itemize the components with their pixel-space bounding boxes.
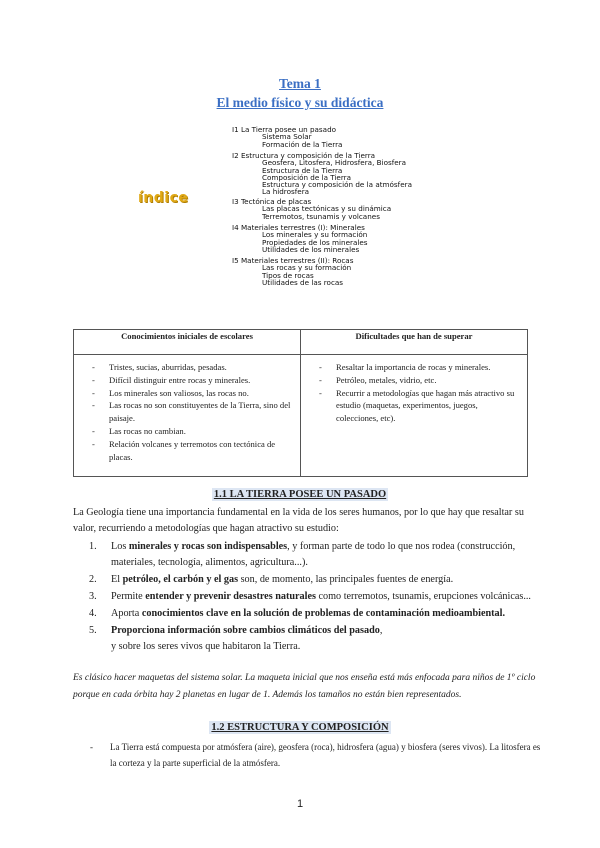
list-item: 3. Permite entender y prevenir desastres naturales como terremotos, tsunamis, erupciones volcánicas...	[89, 591, 531, 602]
index-section: I3 Tectónica de placas Las placas tectónicas y su dinámica Terremotos, tsunamis y volcanes	[232, 197, 392, 221]
list-item: - Los minerales son valiosos, las rocas no.	[84, 387, 292, 400]
index-section: I4 Materiales terrestres (I): Minerales Los minerales y su formación Propiedades de los minerales Utilidades de los minerales	[232, 223, 368, 254]
list-item: - Resaltar la importancia de rocas y minerales.	[311, 361, 519, 374]
index-section: I1 La Tierra posee un pasado Sistema Solar Formación de la Tierra	[232, 125, 343, 149]
doc-title-line1: Tema 1	[279, 76, 321, 91]
knowledge-table	[73, 329, 528, 477]
list-item: - Relación volcanes y terremotos con tectónica de placas.	[84, 438, 292, 464]
section-heading: 1.2 ESTRUCTURA Y COMPOSICIÓN	[211, 722, 389, 733]
index-section: I2 Estructura y composición de la Tierra Geosfera, Litosfera, Hidrosfera, Biosfera Estructura de la Tierra Composición de la Tierra Estructura y composición de la atmósfera La hidrosfera	[232, 151, 412, 197]
section-heading: 1.1 LA TIERRA POSEE UN PASADO	[213, 489, 387, 500]
reasons-list	[73, 539, 543, 656]
index-section: I5 Materiales terrestres (II): Rocas Las rocas y su formación Tipos de rocas Utilidades de las rocas	[232, 256, 354, 287]
table-cell	[74, 355, 301, 477]
list-item: - Difícil distinguir entre rocas y minerales.	[84, 374, 292, 387]
list-item: 4. Aporta conocimientos clave en la solución de problemas de contaminación medioambiental.	[89, 608, 506, 619]
list-item: - La Tierra está compuesta por atmósfera (aire), geosfera (roca), hidrosfera (agua) y biosfera (seres vivos). La litosfera es la corteza y la parte superficial de la atmósfera.	[90, 742, 541, 768]
list-item: - Tristes, sucias, aburridas, pesadas.	[84, 361, 292, 374]
note-paragraph: Es clásico hacer maquetas del sistema solar. La maqueta inicial que nos enseña está más enfocada para niños de 1º ciclo porque en cada órbita hay 2 planetas en lugar de 1. Además los tamaños no están bien representados.	[73, 673, 536, 700]
list-item: - Recurrir a metodologías que hagan más atractivo su estudio (maquetas, experimentos, juegos, colecciones, etc).	[311, 387, 519, 425]
page-number: 1	[296, 798, 304, 810]
list-item: 2. El petróleo, el carbón y el gas son, de momento, las principales fuentes de energía.	[89, 574, 454, 585]
list-item: 5. Proporciona información sobre cambios climáticos del pasado, y sobre los seres vivos que habitaron la Tierra.	[89, 625, 383, 652]
section-intro: La Geología tiene una importancia fundamental en la vida de los seres humanos, por lo que hay que resaltar su valor, recurriendo a metodologías que hagan atractivo su estudio:	[73, 507, 524, 534]
index-label: índice	[138, 190, 189, 206]
table-cell	[301, 355, 528, 477]
table-header: Conocimientos iniciales de escolares	[74, 330, 301, 355]
list-item: - Las rocas no son constituyentes de la Tierra, sino del paisaje.	[84, 399, 292, 425]
list-item: - Petróleo, metales, vidrio, etc.	[311, 374, 519, 387]
list-item: - Las rocas no cambian.	[84, 425, 292, 438]
list-item: 1. Los minerales y rocas son indispensables, y forman parte de todo lo que nos rodea (construcción, materiales, tecnología, alimentos, agricultura...).	[89, 541, 516, 568]
doc-title-line2: El medio físico y su didáctica	[216, 95, 384, 110]
table-header: Dificultades que han de superar	[301, 330, 528, 355]
